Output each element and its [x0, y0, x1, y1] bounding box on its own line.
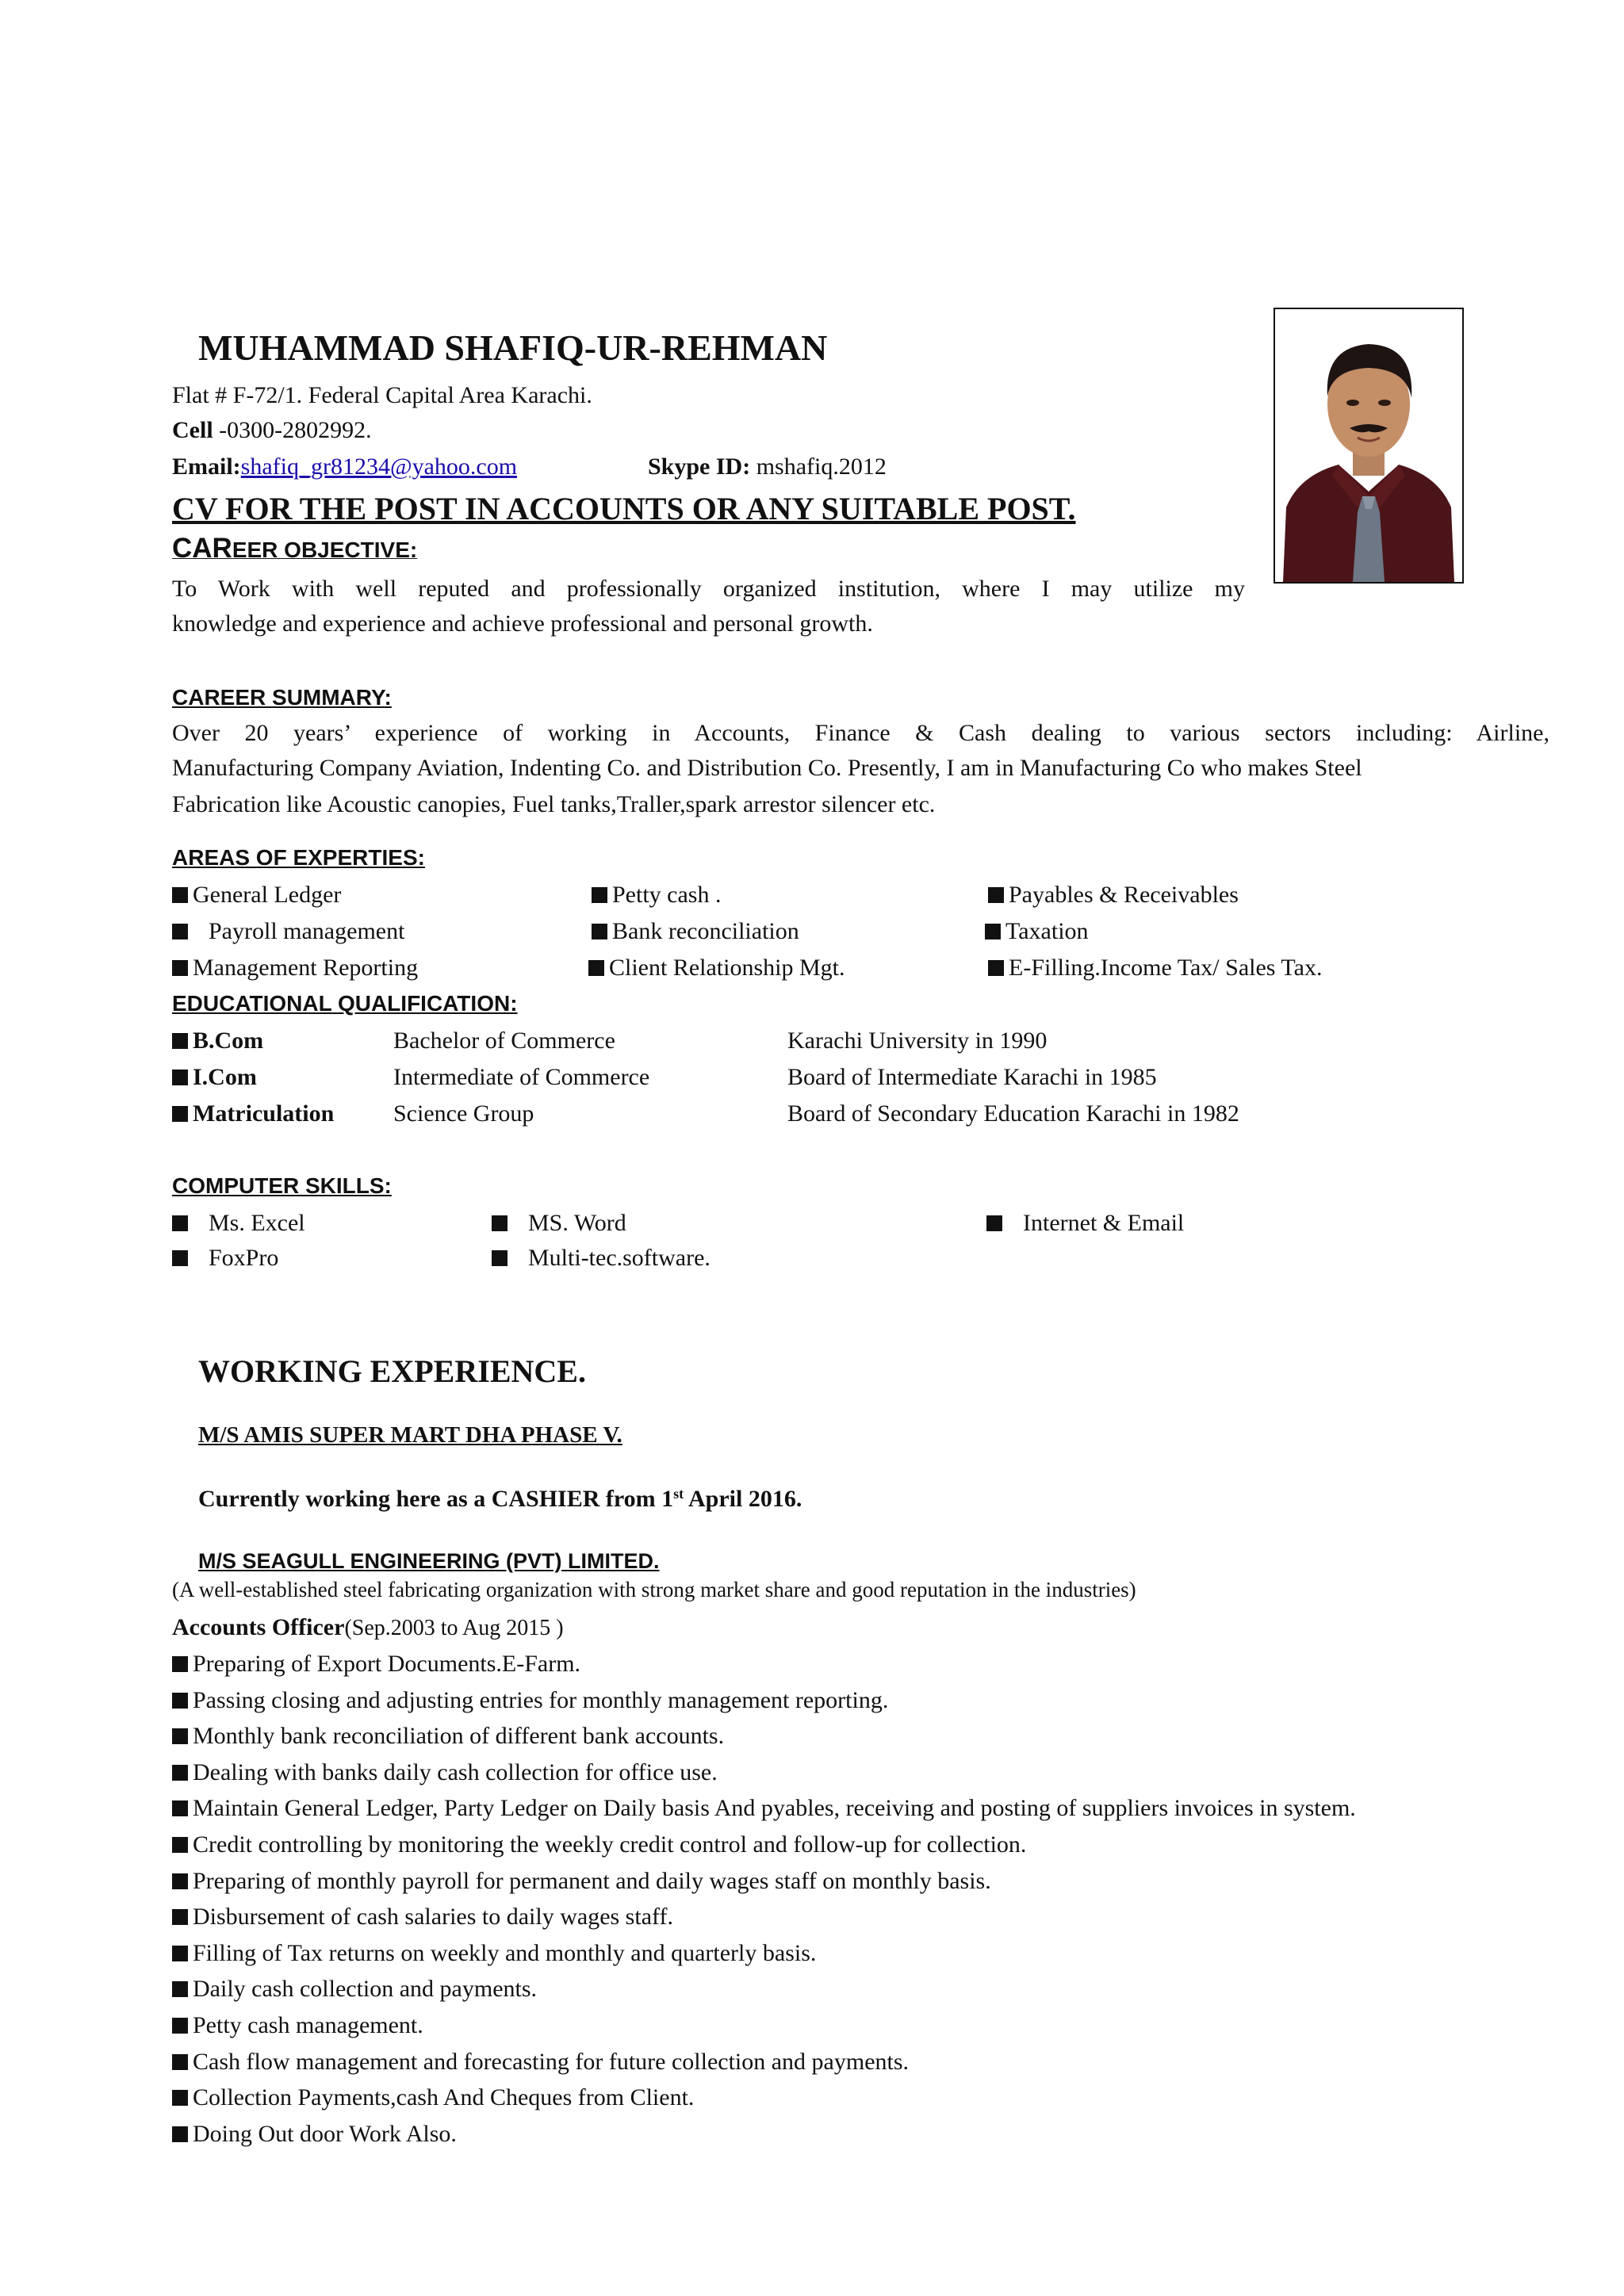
bullet-square-icon [172, 1728, 188, 1744]
career-objective-heading-rest: EER OBJECTIVE: [232, 538, 418, 562]
email-link[interactable]: shafiq_gr81234@yahoo.com [240, 453, 518, 480]
job2-description: (A well-established steel fabricating organization with strong market share and good reputation in the industries) [172, 1578, 1136, 1601]
skill-item: Ms. Excel [172, 1210, 305, 1237]
job1-company: M/S AMIS SUPER MART DHA PHASE V. [198, 1422, 622, 1448]
duty-item [172, 2012, 423, 2039]
bullet-square-icon [986, 1215, 1002, 1231]
experience-heading: WORKING EXPERIENCE. [198, 1353, 586, 1389]
duty-item [172, 1687, 888, 1714]
duty-item [172, 1904, 673, 1931]
profile-photo [1274, 308, 1464, 584]
duty-text: Dealing with banks daily cash collection for office use. [193, 1759, 718, 1785]
computer-skills-heading: COMPUTER SKILLS: [172, 1173, 392, 1198]
duty-item [172, 1940, 816, 1967]
bullet-square-icon [592, 887, 607, 903]
email-label: Email: [172, 453, 241, 480]
duty-text: Petty cash management. [193, 2012, 423, 2038]
bullet-square-icon [988, 960, 1004, 976]
education-institution: Board of Secondary Education Karachi in 1982 [787, 1100, 1239, 1127]
bullet-square-icon [172, 1800, 188, 1816]
cell-label: Cell [172, 417, 213, 443]
bullet-square-icon [172, 1765, 188, 1781]
education-degree: B.Com [172, 1027, 263, 1054]
job2-title: Accounts Officer [172, 1614, 345, 1640]
job2-company: M/S SEAGULL ENGINEERING (PVT) LIMITED. [198, 1549, 660, 1573]
email-line [172, 453, 517, 480]
expertise-item: General Ledger [172, 882, 341, 909]
duty-text: Cash flow management and forecasting for future collection and payments. [193, 2049, 910, 2075]
duty-item [172, 1795, 1356, 1822]
bullet-square-icon [172, 1946, 188, 1961]
expertise-item: Management Reporting [172, 955, 418, 982]
career-objective-line-2: knowledge and experience and achieve professional and personal growth. [172, 610, 873, 637]
education-field: Bachelor of Commerce [393, 1027, 615, 1054]
duty-text: Doing Out door Work Also. [193, 2121, 457, 2147]
job1-description: Currently working here as a CASHIER from 1st April 2016. [198, 1486, 802, 1512]
duty-text: Monthly bank reconciliation of different bank accounts. [193, 1723, 725, 1749]
bullet-square-icon [172, 924, 188, 939]
cell-line [172, 417, 372, 444]
career-summary-line-1: Over 20 years’ experience of working in Accounts, Finance & Cash dealing to various sectors including: Airline, [172, 720, 1549, 746]
duty-text: Daily cash collection and payments. [193, 1976, 538, 2002]
skill-item: MS. Word [492, 1210, 626, 1237]
bullet-square-icon [172, 1250, 188, 1266]
cv-title: CV FOR THE POST IN ACCOUNTS OR ANY SUITABLE POST. [172, 491, 1076, 526]
duty-item [172, 1759, 718, 1786]
cell-value: -0300-2802992. [219, 417, 372, 443]
bullet-square-icon [492, 1215, 508, 1231]
bullet-square-icon [172, 1070, 188, 1085]
skype-label: Skype ID: [648, 453, 751, 480]
expertise-item: Payables & Receivables [988, 882, 1239, 909]
skill-item: Internet & Email [986, 1210, 1184, 1237]
career-objective-line-1: To Work with well reputed and professionally organized institution, where I may utilize my [172, 576, 1245, 602]
expertise-item: Taxation [985, 918, 1089, 945]
bullet-square-icon [492, 1250, 508, 1266]
duty-item [172, 1976, 537, 2003]
address: Flat # F-72/1. Federal Capital Area Karachi. [172, 382, 592, 408]
education-institution: Board of Intermediate Karachi in 1985 [787, 1064, 1157, 1090]
career-summary-line-2: Manufacturing Company Aviation, Indenting Co. and Distribution Co. Presently, I am in Manufacturing Co who makes Steel [172, 755, 1362, 781]
duty-text: Filling of Tax returns on weekly and monthly and quarterly basis. [193, 1940, 817, 1966]
expertise-item: E-Filling.Income Tax/ Sales Tax. [988, 955, 1322, 982]
education-field: Science Group [393, 1100, 534, 1127]
career-summary-line-3: Fabrication like Acoustic canopies, Fuel tanks,Traller,spark arrestor silencer etc. [172, 791, 936, 817]
skill-item: FoxPro [172, 1245, 278, 1272]
duty-item [172, 1651, 580, 1678]
bullet-square-icon [172, 1656, 188, 1672]
expertise-item: Bank reconciliation [592, 918, 799, 945]
skill-item: Multi-tec.software. [492, 1245, 710, 1272]
job2-title-line [172, 1614, 564, 1641]
bullet-square-icon [172, 2126, 188, 2142]
bullet-square-icon [172, 1837, 188, 1853]
bullet-square-icon [172, 1909, 188, 1925]
bullet-square-icon [172, 2054, 188, 2070]
bullet-square-icon [985, 924, 1001, 939]
career-objective-heading [172, 533, 417, 564]
expertise-heading: AREAS OF EXPERTIES: [172, 845, 425, 870]
bullet-square-icon [172, 887, 188, 903]
education-degree: I.Com [172, 1064, 257, 1091]
education-institution: Karachi University in 1990 [787, 1027, 1048, 1054]
duty-text: Collection Payments,cash And Cheques from Client. [193, 2084, 695, 2110]
expertise-item: Payroll management [172, 918, 404, 945]
bullet-square-icon [172, 1106, 188, 1122]
duty-item [172, 2049, 909, 2076]
duty-text: Disbursement of cash salaries to daily wages staff. [193, 1904, 673, 1930]
duty-text: Passing closing and adjusting entries for monthly management reporting. [193, 1687, 889, 1713]
bullet-square-icon [988, 887, 1004, 903]
bullet-square-icon [172, 2090, 188, 2106]
applicant-name: MUHAMMAD SHAFIQ-UR-REHMAN [198, 327, 828, 368]
bullet-square-icon [588, 960, 604, 976]
duty-text: Maintain General Ledger, Party Ledger on Daily basis And pyables, receiving and posting of suppliers invoices in system. [193, 1795, 1356, 1821]
duty-text: Preparing of Export Documents.E-Farm. [193, 1651, 581, 1677]
bullet-square-icon [172, 2018, 188, 2034]
bullet-square-icon [172, 960, 188, 976]
portrait-image [1275, 309, 1462, 582]
expertise-item: Petty cash . [592, 882, 721, 909]
bullet-square-icon [172, 1981, 188, 1997]
bullet-square-icon [172, 1215, 188, 1231]
bullet-square-icon [172, 1873, 188, 1889]
education-field: Intermediate of Commerce [393, 1064, 650, 1090]
duty-item [172, 2121, 457, 2148]
education-degree: Matriculation [172, 1100, 334, 1127]
duty-item [172, 1831, 1026, 1858]
career-objective-heading-big: CAR [172, 533, 232, 564]
duty-item [172, 2084, 694, 2111]
bullet-square-icon [592, 924, 607, 939]
duty-item [172, 1723, 724, 1750]
career-summary-heading: CAREER SUMMARY: [172, 685, 392, 710]
skype-value: mshafiq.2012 [756, 453, 887, 480]
duty-item [172, 1868, 991, 1895]
skype-line [648, 453, 887, 480]
bullet-square-icon [172, 1033, 188, 1049]
duty-text: Preparing of monthly payroll for permanent and daily wages staff on monthly basis. [193, 1868, 991, 1894]
expertise-item: Client Relationship Mgt. [588, 955, 845, 982]
bullet-square-icon [172, 1693, 188, 1709]
duty-text: Credit controlling by monitoring the weekly credit control and follow-up for collection. [193, 1831, 1027, 1858]
education-heading: EDUCATIONAL QUALIFICATION: [172, 991, 518, 1016]
job2-period: (Sep.2003 to Aug 2015 ) [344, 1616, 564, 1640]
